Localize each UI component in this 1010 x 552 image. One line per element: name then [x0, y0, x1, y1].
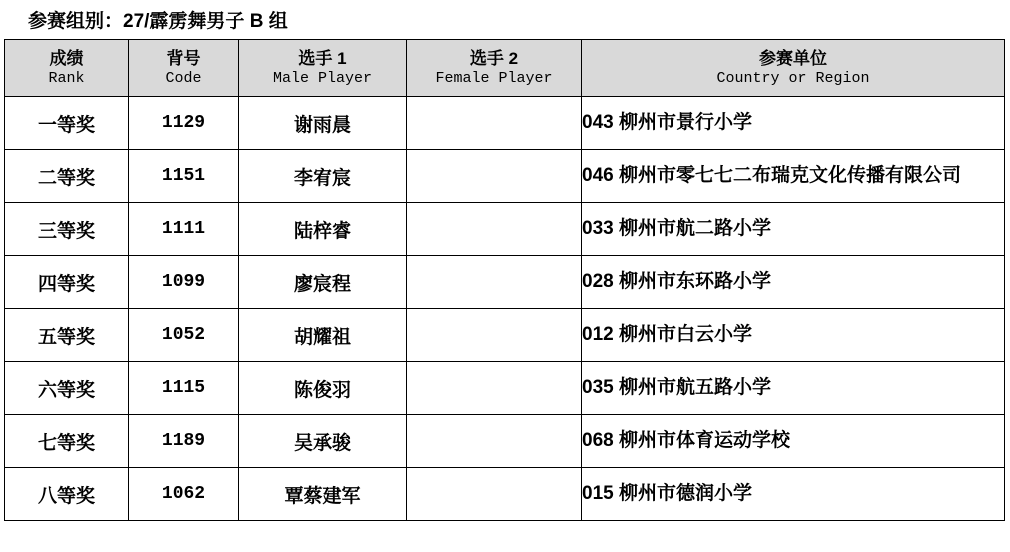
cell-female-player — [407, 415, 582, 468]
table-row — [5, 415, 1005, 468]
table-row — [5, 468, 1005, 521]
cell-female-player — [407, 309, 582, 362]
column-header-unit-cn: 参赛单位 — [759, 48, 827, 68]
table-row — [5, 309, 1005, 362]
cell-unit: 012 柳州市白云小学 — [582, 309, 1005, 362]
cell-rank: 五等奖 — [5, 309, 129, 362]
table-body — [5, 97, 1005, 521]
column-header-male-player — [239, 40, 407, 97]
cell-male-player: 胡耀祖 — [239, 309, 407, 362]
table-row — [5, 362, 1005, 415]
cell-code: 1189 — [129, 415, 239, 468]
column-header-male-player-en: Male Player — [272, 69, 373, 87]
column-header-code — [129, 40, 239, 97]
cell-unit: 068 柳州市体育运动学校 — [582, 415, 1005, 468]
cell-rank: 一等奖 — [5, 97, 129, 150]
cell-unit: 043 柳州市景行小学 — [582, 97, 1005, 150]
column-header-rank — [5, 40, 129, 97]
cell-unit: 028 柳州市东环路小学 — [582, 256, 1005, 309]
table-header-row — [5, 40, 1005, 97]
cell-code: 1111 — [129, 203, 239, 256]
cell-unit: 035 柳州市航五路小学 — [582, 362, 1005, 415]
cell-female-player — [407, 97, 582, 150]
cell-male-player: 陈俊羽 — [239, 362, 407, 415]
cell-rank: 二等奖 — [5, 150, 129, 203]
cell-rank: 三等奖 — [5, 203, 129, 256]
cell-female-player — [407, 362, 582, 415]
cell-rank: 七等奖 — [5, 415, 129, 468]
column-header-female-player-en: Female Player — [435, 69, 553, 87]
group-title: 参赛组别：27/霹雳舞男子 B 组 — [28, 11, 288, 32]
column-header-female-player-cn: 选手 2 — [469, 48, 519, 68]
cell-unit: 033 柳州市航二路小学 — [582, 203, 1005, 256]
cell-male-player: 李宥宸 — [239, 150, 407, 203]
column-header-male-player-cn: 选手 1 — [298, 48, 347, 68]
cell-female-player — [407, 256, 582, 309]
cell-male-player: 廖宸程 — [239, 256, 407, 309]
cell-unit: 015 柳州市德润小学 — [582, 468, 1005, 521]
column-header-rank-en: Rank — [48, 69, 85, 87]
table-row — [5, 150, 1005, 203]
table-row — [5, 97, 1005, 150]
cell-code: 1115 — [129, 362, 239, 415]
cell-code: 1052 — [129, 309, 239, 362]
table-header — [5, 40, 1005, 97]
table-row — [5, 203, 1005, 256]
column-header-unit — [582, 40, 1005, 97]
column-header-female-player — [407, 40, 582, 97]
column-header-code-cn: 背号 — [166, 48, 201, 68]
cell-code: 1129 — [129, 97, 239, 150]
column-header-code-en: Code — [165, 69, 202, 87]
results-table — [4, 39, 1005, 521]
cell-code: 1062 — [129, 468, 239, 521]
cell-code: 1099 — [129, 256, 239, 309]
cell-male-player: 谢雨晨 — [239, 97, 407, 150]
column-header-rank-cn: 成绩 — [49, 48, 84, 68]
cell-male-player: 吴承骏 — [239, 415, 407, 468]
cell-rank: 六等奖 — [5, 362, 129, 415]
table-row — [5, 256, 1005, 309]
column-header-unit-en: Country or Region — [716, 69, 870, 87]
cell-code: 1151 — [129, 150, 239, 203]
cell-male-player: 覃蔡建军 — [239, 468, 407, 521]
cell-rank: 四等奖 — [5, 256, 129, 309]
cell-rank: 八等奖 — [5, 468, 129, 521]
cell-male-player: 陆梓睿 — [239, 203, 407, 256]
cell-female-player — [407, 468, 582, 521]
cell-female-player — [407, 203, 582, 256]
cell-unit: 046 柳州市零七七二布瑞克文化传播有限公司 — [582, 150, 1005, 203]
cell-female-player — [407, 150, 582, 203]
